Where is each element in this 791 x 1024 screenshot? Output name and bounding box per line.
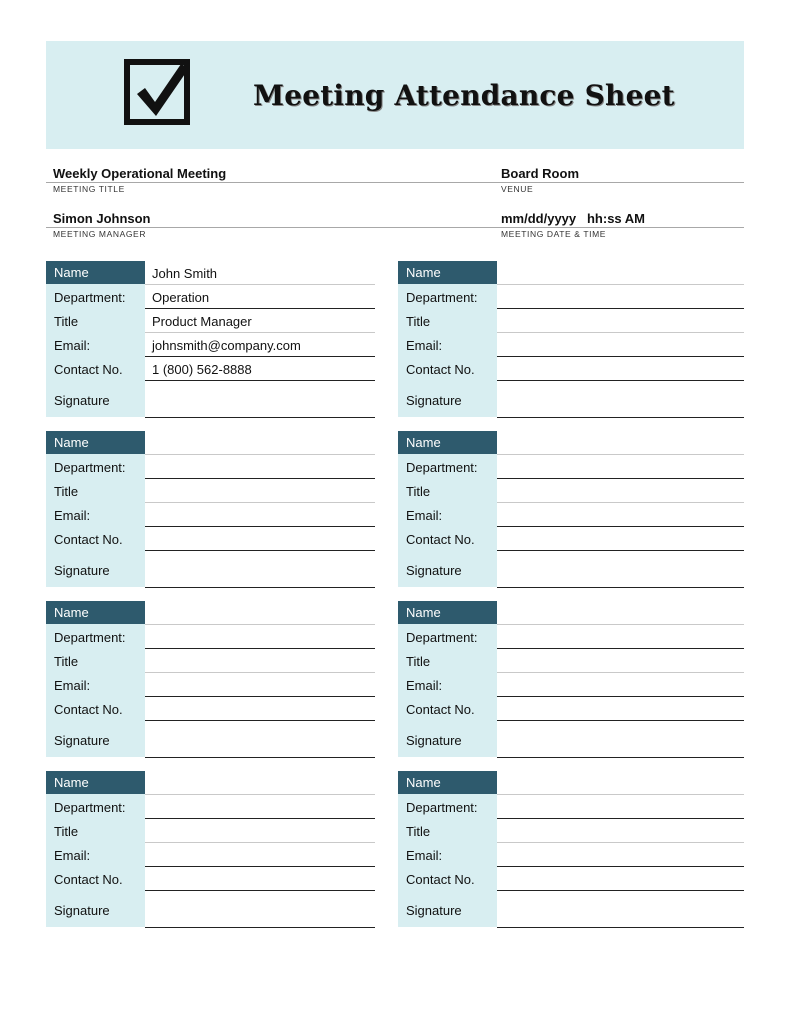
attendee-card: [46, 771, 375, 928]
title-label: Title: [406, 484, 431, 499]
title-label: Title: [406, 314, 431, 329]
signature-label: Signature: [54, 563, 110, 578]
meeting-datetime-value[interactable]: mm/dd/yyyy hh:ss AM: [501, 211, 645, 226]
contact-field[interactable]: [152, 872, 370, 888]
meeting-title-label: MEETING TITLE: [53, 184, 125, 194]
name-underline: [497, 454, 744, 455]
email-underline: [497, 866, 744, 867]
attendee-card: [46, 261, 375, 418]
signature-field[interactable]: [152, 903, 370, 919]
contact-underline: [145, 550, 375, 551]
meeting-title-value[interactable]: Weekly Operational Meeting: [53, 166, 227, 181]
contact-underline: [145, 890, 375, 891]
signature-field[interactable]: [504, 393, 739, 409]
email-underline: [497, 356, 744, 357]
email-label: Email:: [54, 678, 91, 693]
email-field[interactable]: [152, 848, 370, 864]
name-field[interactable]: John Smith: [152, 266, 218, 281]
title-field[interactable]: Product Manager: [152, 314, 252, 329]
department-underline: [497, 308, 744, 309]
department-field[interactable]: [504, 800, 739, 816]
attendee-card: [398, 771, 744, 928]
signature-label: Signature: [54, 903, 110, 918]
department-label: Department:: [406, 460, 478, 475]
contact-field[interactable]: [152, 702, 370, 718]
email-label: Email:: [406, 848, 443, 863]
name-underline: [497, 794, 744, 795]
signature-label: Signature: [406, 563, 462, 578]
meeting-manager-label: MEETING MANAGER: [53, 229, 147, 239]
title-label: Title: [54, 824, 79, 839]
email-label: Email:: [54, 848, 91, 863]
contact-field[interactable]: [504, 362, 739, 378]
title-label: Title: [54, 484, 79, 499]
title-field[interactable]: [152, 484, 370, 500]
name-field[interactable]: [504, 606, 739, 622]
department-field[interactable]: [152, 630, 370, 646]
email-field[interactable]: [504, 848, 739, 864]
department-label: Department:: [406, 800, 478, 815]
attendee-card: [398, 601, 744, 758]
signature-field[interactable]: [152, 563, 370, 579]
signature-underline: [497, 927, 744, 928]
attendee-card: [398, 261, 744, 418]
title-underline: [497, 672, 744, 673]
contact-underline: [145, 380, 375, 381]
attendee-card: [398, 431, 744, 588]
department-label: Department:: [54, 800, 126, 815]
email-field[interactable]: [152, 678, 370, 694]
title-label: Title: [54, 654, 79, 669]
email-label: Email:: [54, 508, 91, 523]
name-label: Name: [46, 431, 145, 454]
email-underline: [497, 526, 744, 527]
contact-underline: [497, 890, 744, 891]
email-field[interactable]: johnsmith@company.com: [152, 338, 301, 353]
title-field[interactable]: [504, 314, 739, 330]
contact-field[interactable]: [504, 872, 739, 888]
department-underline: [145, 648, 375, 649]
title-field[interactable]: [504, 484, 739, 500]
contact-label: Contact No.: [54, 362, 123, 377]
meeting-manager-line: [46, 227, 744, 228]
contact-field[interactable]: [504, 532, 739, 548]
name-field[interactable]: [152, 776, 370, 792]
contact-field[interactable]: [152, 532, 370, 548]
title-label: Title: [54, 314, 79, 329]
name-underline: [497, 624, 744, 625]
attendee-card: [46, 601, 375, 758]
contact-field[interactable]: [504, 702, 739, 718]
name-underline: [145, 454, 375, 455]
department-field[interactable]: [504, 630, 739, 646]
name-field[interactable]: [152, 436, 370, 452]
header-banner: [46, 41, 744, 149]
signature-underline: [145, 927, 375, 928]
title-label: Title: [406, 654, 431, 669]
signature-underline: [497, 417, 744, 418]
title-underline: [145, 332, 375, 333]
signature-underline: [145, 417, 375, 418]
title-field[interactable]: [504, 824, 739, 840]
signature-underline: [497, 757, 744, 758]
meeting-manager-value[interactable]: Simon Johnson: [53, 211, 151, 226]
contact-label: Contact No.: [54, 532, 123, 547]
name-field[interactable]: [152, 606, 370, 622]
department-underline: [497, 818, 744, 819]
email-underline: [145, 526, 375, 527]
venue-value[interactable]: Board Room: [501, 166, 579, 181]
contact-underline: [497, 550, 744, 551]
email-field[interactable]: [504, 338, 739, 354]
signature-label: Signature: [54, 393, 110, 408]
name-field[interactable]: [504, 436, 739, 452]
department-field[interactable]: [152, 460, 370, 476]
title-underline: [497, 842, 744, 843]
title-underline: [145, 502, 375, 503]
department-field[interactable]: [504, 290, 739, 306]
name-label: Name: [398, 431, 497, 454]
title-field[interactable]: [504, 654, 739, 670]
name-field[interactable]: [504, 266, 739, 282]
contact-underline: [497, 720, 744, 721]
venue-label: VENUE: [501, 184, 534, 194]
name-label: Name: [46, 601, 145, 624]
page-title: Meeting Attendance Sheet: [253, 79, 675, 112]
contact-label: Contact No.: [54, 872, 123, 887]
signature-label: Signature: [406, 903, 462, 918]
signature-field[interactable]: [152, 393, 370, 409]
department-underline: [145, 478, 375, 479]
email-label: Email:: [406, 338, 443, 353]
signature-field[interactable]: [504, 733, 739, 749]
name-label: Name: [398, 261, 497, 284]
name-label: Name: [398, 601, 497, 624]
contact-field[interactable]: 1 (800) 562-8888: [152, 362, 252, 377]
title-underline: [145, 672, 375, 673]
email-underline: [145, 866, 375, 867]
contact-label: Contact No.: [406, 702, 475, 717]
signature-underline: [145, 587, 375, 588]
contact-underline: [497, 380, 744, 381]
meeting-title-line: [46, 182, 744, 183]
department-field[interactable]: [504, 460, 739, 476]
name-field[interactable]: [504, 776, 739, 792]
department-label: Department:: [54, 460, 126, 475]
department-label: Department:: [406, 630, 478, 645]
signature-underline: [497, 587, 744, 588]
signature-underline: [145, 757, 375, 758]
name-underline: [497, 284, 744, 285]
meeting-datetime-label: MEETING DATE & TIME: [501, 229, 607, 239]
email-field[interactable]: [152, 508, 370, 524]
department-field[interactable]: Operation: [152, 290, 210, 305]
signature-label: Signature: [406, 393, 462, 408]
contact-label: Contact No.: [54, 702, 123, 717]
attendee-card: [46, 431, 375, 588]
signature-field[interactable]: [504, 903, 739, 919]
email-underline: [497, 696, 744, 697]
name-underline: [145, 794, 375, 795]
title-underline: [145, 842, 375, 843]
contact-label: Contact No.: [406, 362, 475, 377]
name-underline: [145, 624, 375, 625]
title-label: Title: [406, 824, 431, 839]
email-label: Email:: [406, 508, 443, 523]
title-underline: [497, 502, 744, 503]
contact-label: Contact No.: [406, 872, 475, 887]
contact-underline: [145, 720, 375, 721]
email-field[interactable]: [504, 678, 739, 694]
department-underline: [497, 478, 744, 479]
department-underline: [145, 308, 375, 309]
contact-label: Contact No.: [406, 532, 475, 547]
signature-field[interactable]: [152, 733, 370, 749]
signature-label: Signature: [406, 733, 462, 748]
title-underline: [497, 332, 744, 333]
department-label: Department:: [54, 630, 126, 645]
email-underline: [145, 356, 375, 357]
email-underline: [145, 696, 375, 697]
name-label: Name: [398, 771, 497, 794]
department-underline: [497, 648, 744, 649]
email-field[interactable]: [504, 508, 739, 524]
signature-field[interactable]: [504, 563, 739, 579]
signature-label: Signature: [54, 733, 110, 748]
department-label: Department:: [406, 290, 478, 305]
title-field[interactable]: [152, 824, 370, 840]
checkbox-icon: [123, 56, 193, 128]
title-field[interactable]: [152, 654, 370, 670]
department-underline: [145, 818, 375, 819]
email-label: Email:: [406, 678, 443, 693]
name-label: Name: [46, 261, 145, 284]
name-label: Name: [46, 771, 145, 794]
name-underline: [145, 284, 375, 285]
department-label: Department:: [54, 290, 126, 305]
email-label: Email:: [54, 338, 91, 353]
department-field[interactable]: [152, 800, 370, 816]
